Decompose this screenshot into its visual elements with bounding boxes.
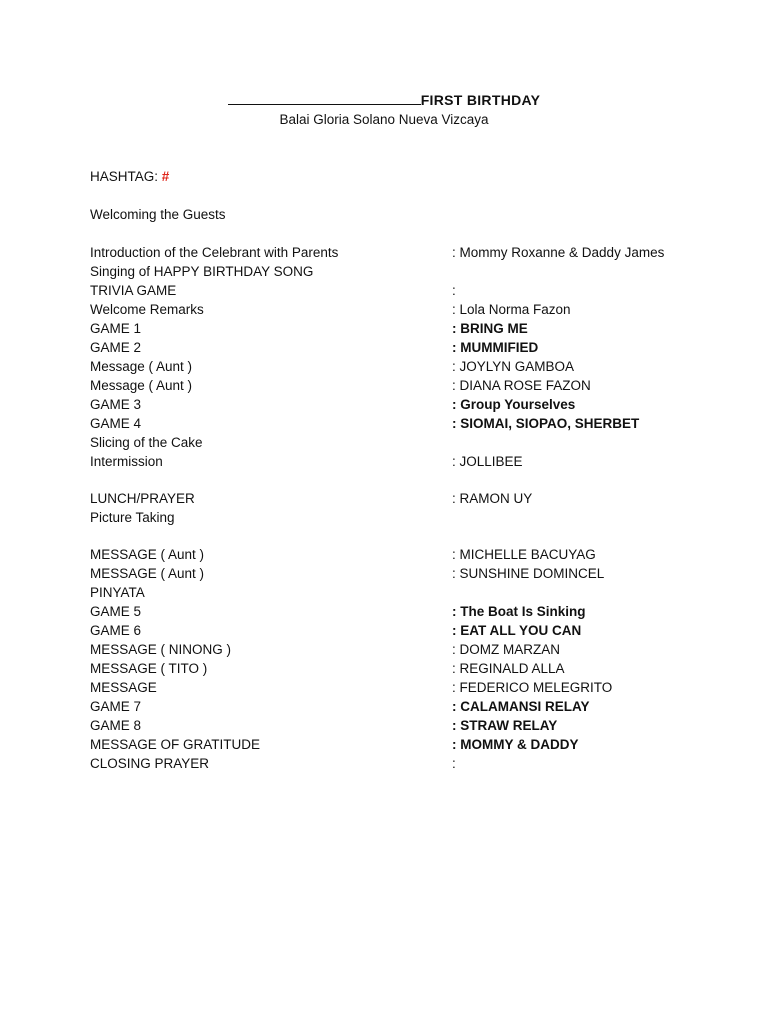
program-item-value: : DOMZ MARZAN — [452, 642, 560, 657]
program-item-value: : CALAMANSI RELAY — [452, 699, 590, 714]
program-item — [90, 244, 710, 263]
program-item-label: GAME 3 — [90, 397, 142, 412]
program-item-label: MESSAGE — [90, 680, 157, 695]
program-item — [90, 736, 710, 755]
program-item-label: Slicing of the Cake — [90, 435, 203, 450]
program-item — [90, 546, 710, 565]
program-item-value: : The Boat Is Sinking — [452, 604, 586, 619]
program-item — [90, 641, 710, 660]
program-item-value: : Group Yourselves — [452, 397, 576, 412]
program-item-value: : BRING ME — [452, 321, 528, 336]
program-item-label: GAME 6 — [90, 623, 142, 638]
program-spacer — [90, 528, 710, 546]
celebrant-name-blank — [228, 92, 421, 105]
page-title: FIRST BIRTHDAY — [420, 92, 541, 108]
program-item-value: : FEDERICO MELEGRITO — [452, 680, 613, 695]
program-item-value: : DIANA ROSE FAZON — [452, 378, 591, 393]
program-item-value: : JOYLYN GAMBOA — [452, 359, 575, 374]
program-item-label: MESSAGE ( TITO ) — [90, 661, 208, 676]
program-item-label: GAME 2 — [90, 340, 142, 355]
program-item-label: PINYATA — [90, 585, 145, 600]
hashtag-line — [90, 169, 169, 184]
program-item-value: : — [452, 756, 456, 771]
program-item-value: : EAT ALL YOU CAN — [452, 623, 582, 638]
program-item-label: Message ( Aunt ) — [90, 378, 193, 393]
program-item-value: : JOLLIBEE — [452, 454, 523, 469]
program-item — [90, 698, 710, 717]
program-item — [90, 603, 710, 622]
program-item-label: Welcome Remarks — [90, 302, 204, 317]
program-item-label: Message ( Aunt ) — [90, 359, 193, 374]
program-item — [90, 358, 710, 377]
program-item — [90, 490, 710, 509]
program-item-label: GAME 1 — [90, 321, 142, 336]
title-line — [0, 92, 768, 108]
program-item — [90, 660, 710, 679]
program-item-label: Picture Taking — [90, 510, 175, 525]
program-spacer — [90, 472, 710, 490]
program-item-value: : MUMMIFIED — [452, 340, 539, 355]
program-item — [90, 320, 710, 339]
program-item — [90, 377, 710, 396]
program-item-label: TRIVIA GAME — [90, 283, 177, 298]
program-item-label: MESSAGE ( Aunt ) — [90, 547, 205, 562]
program-item-label: Introduction of the Celebrant with Parents — [90, 245, 339, 260]
hashtag-label: HASHTAG: — [90, 169, 162, 184]
program-item — [90, 509, 710, 528]
program-item — [90, 282, 710, 301]
program-item — [90, 415, 710, 434]
program-item-label: CLOSING PRAYER — [90, 756, 210, 771]
program-item-label: GAME 5 — [90, 604, 142, 619]
program-item-label: Intermission — [90, 454, 163, 469]
program-item-value: : SUNSHINE DOMINCEL — [452, 566, 605, 581]
program-item — [90, 453, 710, 472]
program-item-label: GAME 8 — [90, 718, 142, 733]
program-item — [90, 622, 710, 641]
program-item — [90, 717, 710, 736]
program-item — [90, 584, 710, 603]
program-item-label: GAME 4 — [90, 416, 142, 431]
program-item-value: : — [452, 283, 456, 298]
program-item-label: MESSAGE ( Aunt ) — [90, 566, 205, 581]
hashtag-mark: # — [161, 169, 170, 184]
program-item-label: MESSAGE ( NINONG ) — [90, 642, 232, 657]
program-item-label: GAME 7 — [90, 699, 142, 714]
program-item-label: MESSAGE OF GRATITUDE — [90, 737, 261, 752]
program-list — [90, 244, 710, 774]
program-item-value: : REGINALD ALLA — [452, 661, 565, 676]
program-item-value: : STRAW RELAY — [452, 718, 558, 733]
program-item-value: : MOMMY & DADDY — [452, 737, 579, 752]
program-item-label: Singing of HAPPY BIRTHDAY SONG — [90, 264, 314, 279]
welcome-line: Welcoming the Guests — [90, 207, 226, 222]
program-item-value: : Mommy Roxanne & Daddy James — [452, 245, 665, 260]
program-item — [90, 434, 710, 453]
program-item-value: : SIOMAI, SIOPAO, SHERBET — [452, 416, 640, 431]
program-item-value: : MICHELLE BACUYAG — [452, 547, 596, 562]
program-item-label: LUNCH/PRAYER — [90, 491, 195, 506]
program-item-value: : RAMON UY — [452, 491, 533, 506]
program-item — [90, 301, 710, 320]
venue-subtitle: Balai Gloria Solano Nueva Vizcaya — [279, 112, 489, 127]
program-item — [90, 565, 710, 584]
program-item — [90, 263, 710, 282]
program-item — [90, 339, 710, 358]
program-item — [90, 679, 710, 698]
program-item — [90, 755, 710, 774]
program-item — [90, 396, 710, 415]
program-item-value: : Lola Norma Fazon — [452, 302, 571, 317]
